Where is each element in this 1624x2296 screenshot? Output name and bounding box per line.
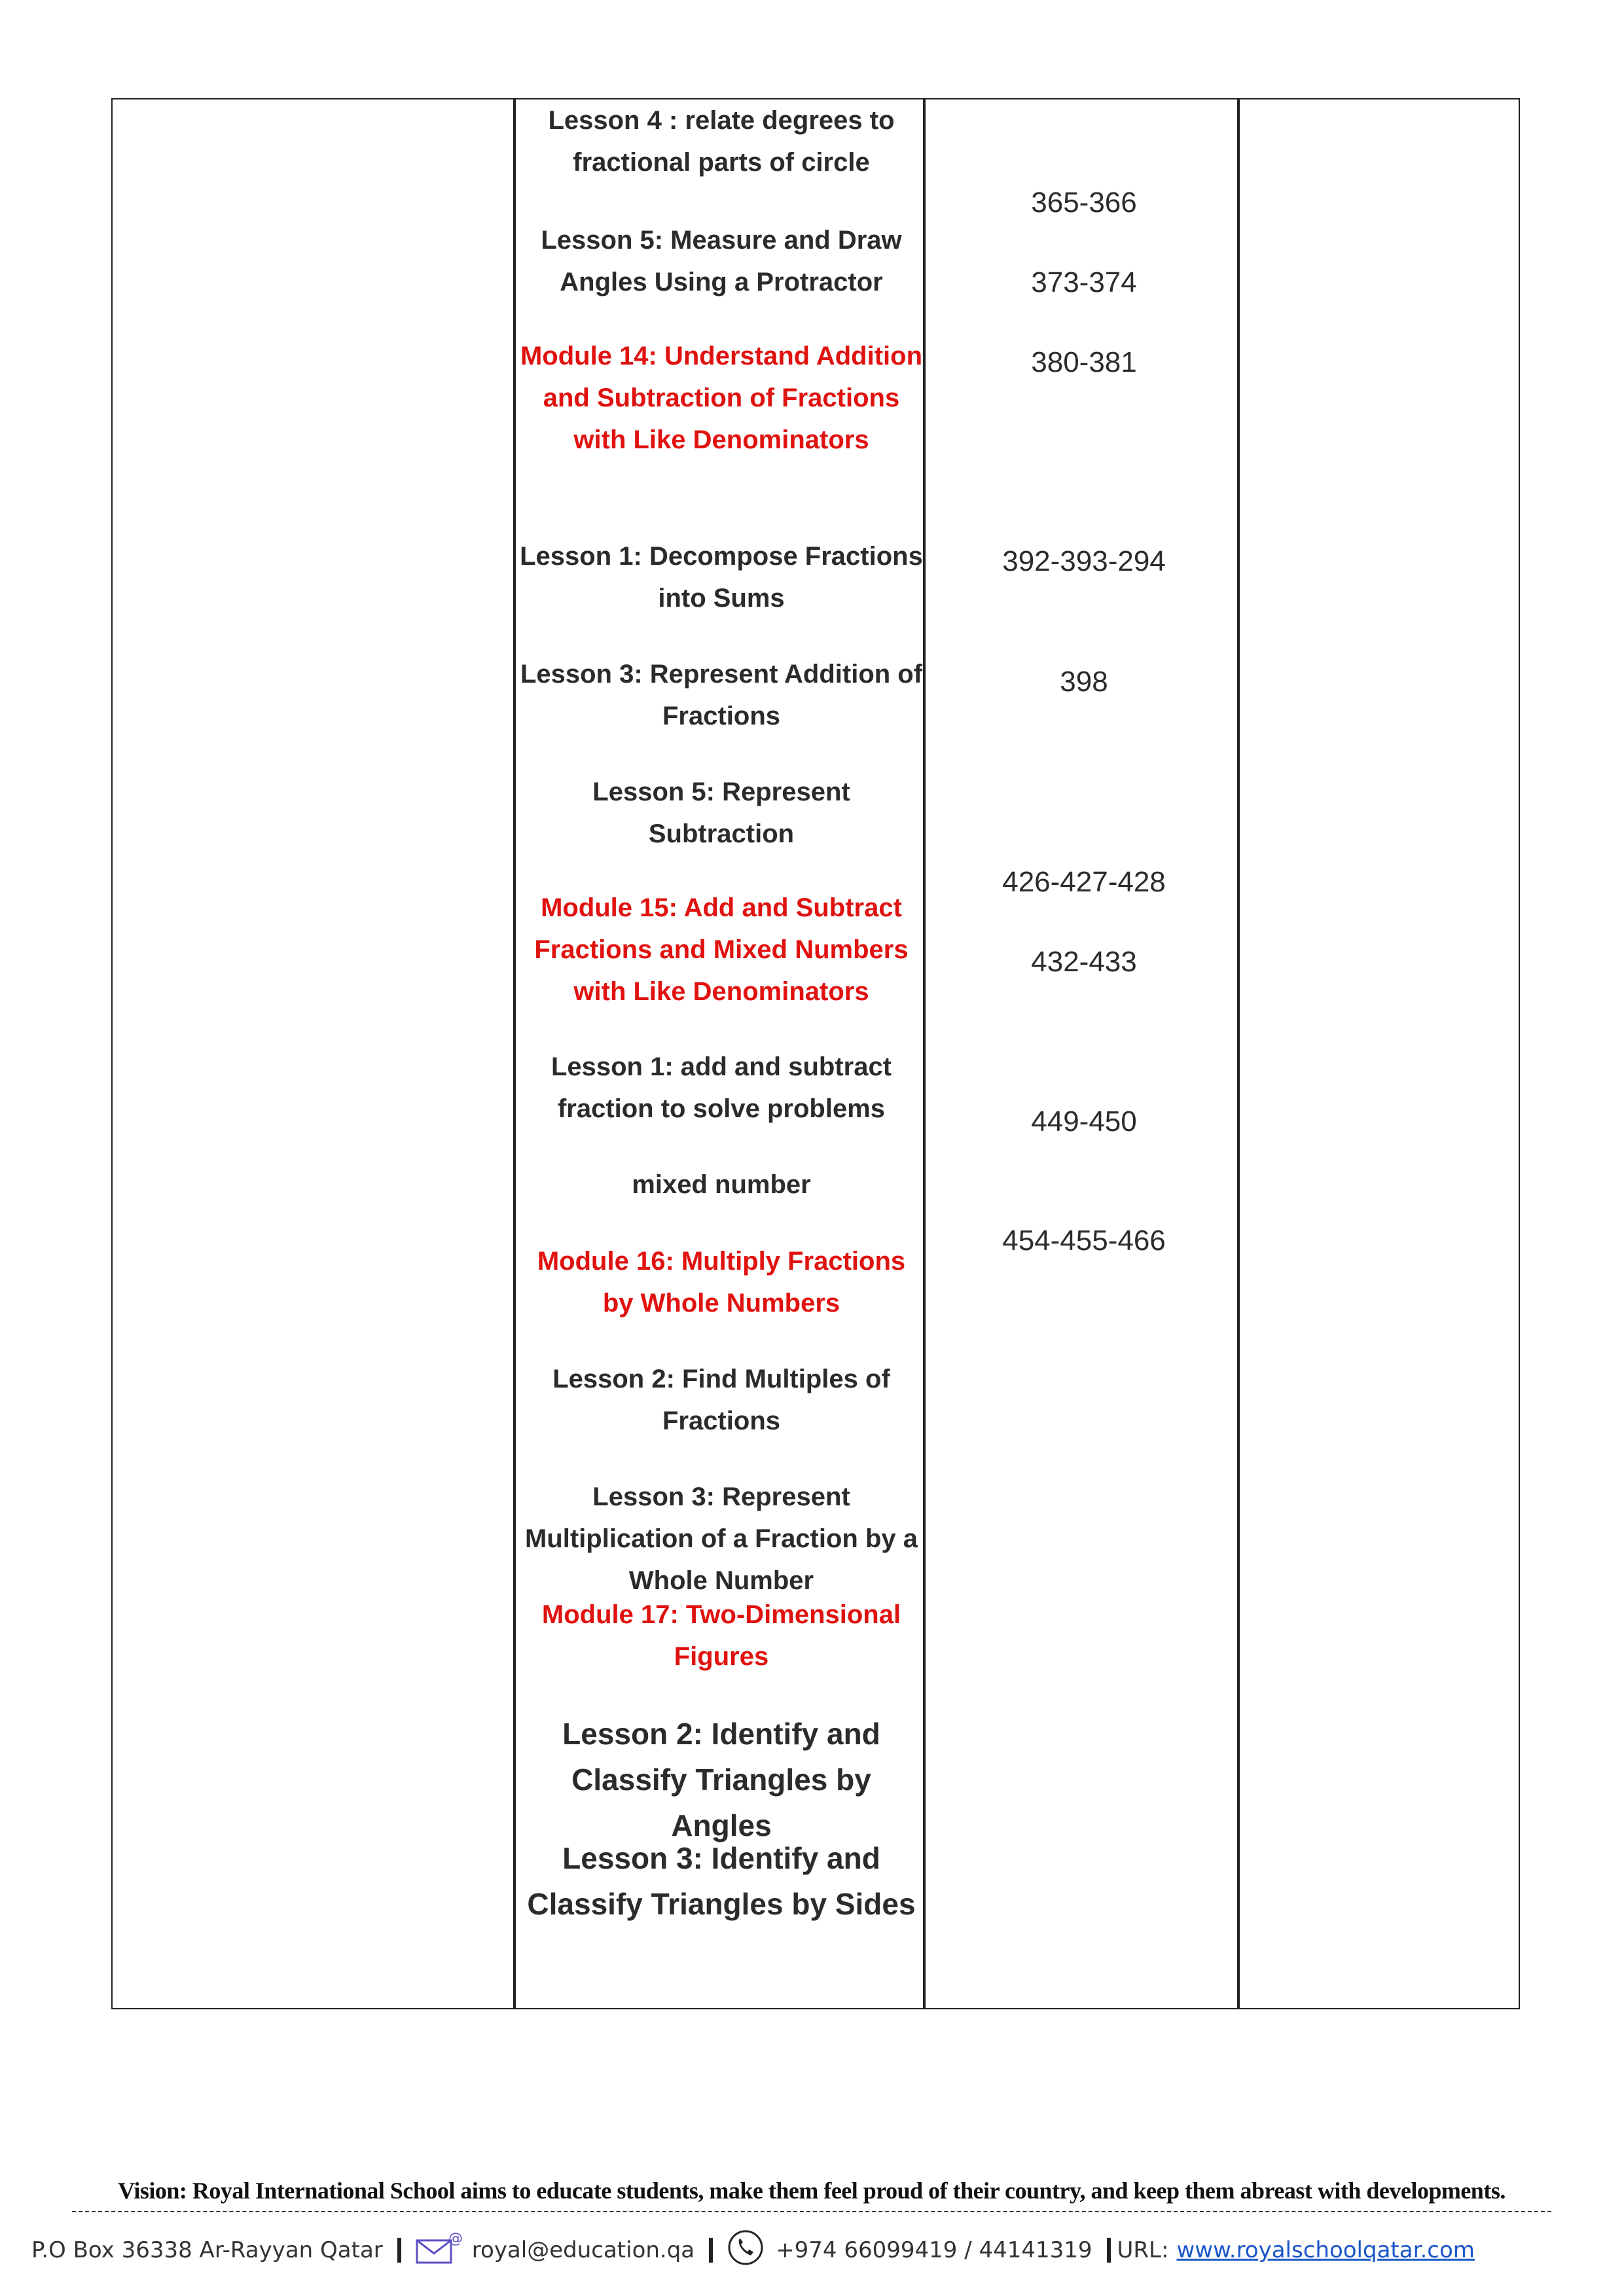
svg-text:@: @ [448,2231,463,2247]
page-range: 392-393-294 [1002,545,1166,577]
separator [1107,2238,1111,2263]
website-link[interactable]: www.royalschoolqatar.com [1176,2237,1475,2263]
module-heading: Module 15: Add and Subtract Fractions and Mixed Numbers with Like Denominators [534,893,909,1006]
email-icon [416,2231,464,2270]
email-link[interactable]: royal@education.qa [471,2237,695,2263]
url-label: URL: [1117,2237,1169,2263]
page-range: 365-366 [1031,187,1137,219]
module-heading: Module 14: Understand Addition and Subtraction of Fractions with Like Denominators [520,342,923,454]
lesson-item: Lesson 2: Identify and Classify Triangles by Angles [562,1717,880,1842]
lesson-item: Lesson 3: Identify and Classify Triangles by Sides [527,1841,916,1921]
lessons-column [518,99,924,2008]
phone-icon [727,2229,764,2272]
curriculum-table [111,98,1520,2009]
lesson-item: Lesson 2: Find Multiples of Fractions [552,1365,890,1435]
page-range: 432-433 [1031,946,1137,978]
page-range: 380-381 [1031,346,1137,378]
phone-number: +974 66099419 / 44141319 [776,2237,1092,2263]
lesson-item: Lesson 5: Measure and Draw Angles Using a Protractor [541,226,902,296]
lesson-item: Lesson 3: Represent Addition of Fractions [520,660,923,730]
separator [397,2238,401,2263]
lesson-item: Lesson 5: Represent Subtraction [592,778,850,848]
footer-contact [31,2231,1602,2270]
vision-statement: Vision: Royal International School aims to educate students, make them feel proud of their country, and keep them abreast with developments. [118,2178,1506,2204]
module-heading: Module 16: Multiply Fractions by Whole Numbers [537,1247,906,1318]
page-range: 373-374 [1031,266,1137,298]
separator [709,2238,713,2263]
lesson-item: mixed number [632,1170,811,1199]
address: P.O Box 36338 Ar-Rayyan Qatar [31,2237,383,2263]
page-range: 426-427-428 [1002,866,1166,898]
lesson-item: Lesson 3: Represent Multiplication of a Fraction by a Whole Number [524,1482,918,1595]
lesson-item: Lesson 1: Decompose Fractions into Sums [520,542,923,613]
lesson-item: Lesson 4 : relate degrees to fractional parts of circle [548,106,895,177]
footer-divider [72,2211,1551,2212]
page-range: 454-455-466 [1002,1225,1166,1257]
page-range: 449-450 [1031,1105,1137,1138]
lesson-item: Lesson 1: add and subtract fraction to solve problems [550,1052,892,1123]
column-divider [513,99,516,2008]
page-range: 398 [1060,666,1108,698]
module-heading: Module 17: Two-Dimensional Figures [541,1600,901,1671]
pages-column [927,99,1241,2008]
